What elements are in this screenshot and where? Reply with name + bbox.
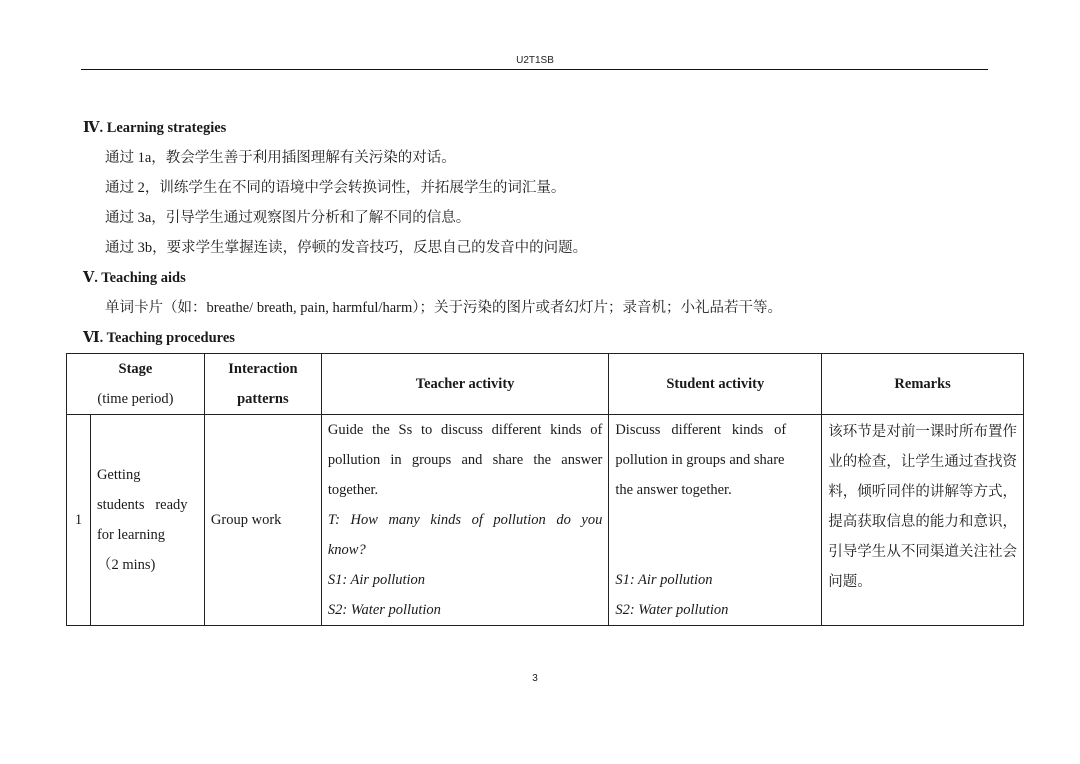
teacher-dialogue-line: T: How many kinds of pollution do you [327, 512, 603, 528]
student-line: the answer together. [615, 482, 732, 498]
teacher-activity-header: Teacher activity [321, 354, 608, 415]
teaching-aids-heading: Ⅴ. Teaching aids [83, 270, 186, 286]
teacher-line: pollution in groups and share the answer [327, 452, 603, 468]
teacher-dialogue-line: S1: Air pollution [327, 572, 426, 588]
stage-line: （2 mins) [96, 557, 156, 573]
stage-line: for learning [96, 527, 165, 543]
page-number: 3 [532, 673, 538, 684]
learning-strategy-item: 通过 2，训练学生在不同的语境中学会转换词性，并拓展学生的词汇量。 [105, 180, 566, 196]
learning-strategies-heading: Ⅳ. Learning strategies [83, 120, 227, 136]
stage-cell [90, 415, 204, 626]
student-dialogue-line: S2: Water pollution [615, 602, 729, 618]
student-activity-cell [609, 415, 822, 626]
teacher-activity-cell [321, 415, 608, 626]
remarks-cell: 该环节是对前一课时所布置作业的检查，让学生通过查找资料，倾听同伴的讲解等方式，提高获取信息的能力和意识，引导学生从不同渠道关注社会问题。 [822, 415, 1024, 626]
learning-strategy-item: 通过 3a，引导学生通过观察图片分析和了解不同的信息。 [105, 210, 471, 226]
student-line: pollution in groups and share [615, 452, 785, 468]
table-header-row [67, 354, 1024, 415]
stage-header-label: Stage [118, 361, 153, 377]
stage-line: Getting [96, 467, 141, 483]
running-header: U2T1SB [516, 55, 554, 66]
interaction-header-line2: patterns [237, 391, 289, 407]
stage-header [67, 354, 205, 415]
remarks-header: Remarks [822, 354, 1024, 415]
teacher-line: Guide the Ss to discuss different kinds of [327, 422, 603, 438]
stage-line: students ready [96, 497, 188, 513]
interaction-header-line1: Interaction [228, 361, 298, 377]
teacher-dialogue-line: know? [327, 542, 366, 558]
teaching-procedures-heading: Ⅵ. Teaching procedures [83, 330, 235, 346]
learning-strategy-item: 通过 1a，教会学生善于利用插图理解有关污染的对话。 [105, 150, 456, 166]
interaction-cell: Group work [204, 415, 321, 626]
row-number: 1 [67, 415, 91, 626]
student-spacer [615, 505, 815, 565]
teacher-dialogue-line: S2: Water pollution [327, 602, 441, 618]
student-dialogue-line: S1: Air pollution [615, 572, 713, 588]
teaching-procedures-table [66, 353, 1024, 626]
interaction-header [204, 354, 321, 415]
teacher-line: together. [327, 482, 379, 498]
teaching-aids-text: 单词卡片（如：breathe/ breath, pain, harmful/harm）；关于污染的图片或者幻灯片；录音机；小礼品若干等。 [105, 300, 782, 316]
student-activity-header: Student activity [609, 354, 822, 415]
document-body [83, 113, 983, 353]
learning-strategy-item: 通过 3b，要求学生掌握连读，停顿的发音技巧，反思自己的发音中的问题。 [105, 240, 588, 256]
student-line: Discuss different kinds of [615, 422, 787, 438]
stage-header-sub: (time period) [97, 391, 174, 407]
table-row [67, 415, 1024, 626]
header-rule [81, 69, 988, 70]
